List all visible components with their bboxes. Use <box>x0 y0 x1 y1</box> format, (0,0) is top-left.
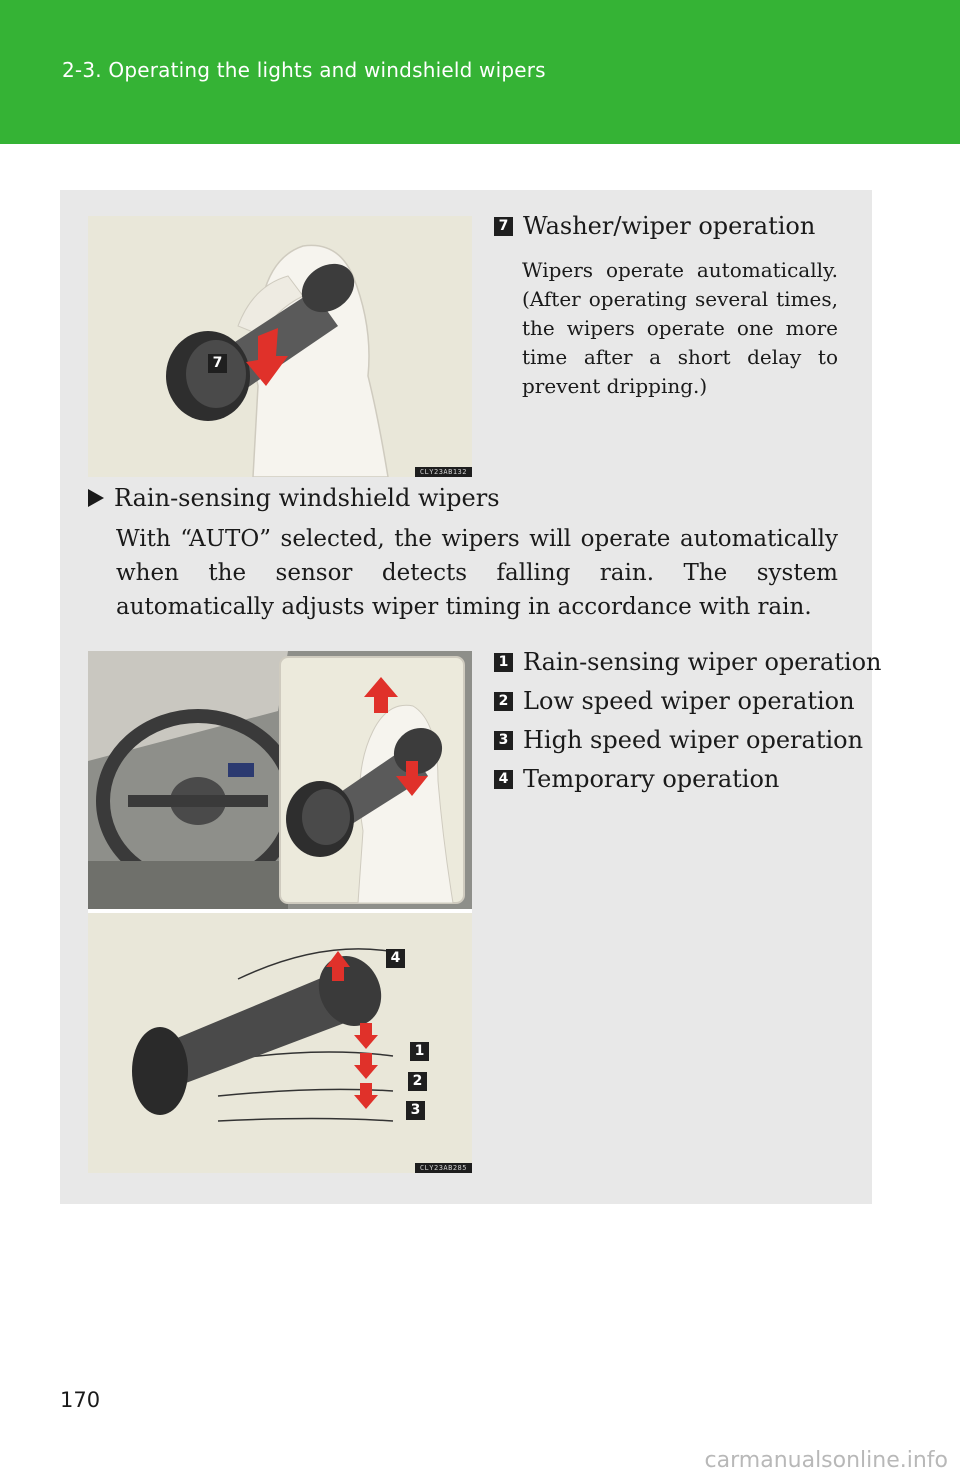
badge-7: 7 <box>494 217 513 236</box>
rain-item-2 <box>494 687 855 715</box>
rain-item-4 <box>494 765 779 793</box>
washer-lever-illustration <box>88 216 472 477</box>
rain-item-3 <box>494 726 863 754</box>
page-number: 170 <box>60 1388 101 1412</box>
rain-item-1 <box>494 648 882 676</box>
rain-sensing-heading <box>88 484 500 512</box>
rain-sensing-figure <box>88 651 472 1173</box>
bullet-arrow-icon <box>88 489 104 507</box>
figure-badge-7: 7 <box>208 354 227 373</box>
rain-item-label: High speed wiper operation <box>523 726 864 754</box>
rain-item-label: Low speed wiper operation <box>523 687 855 715</box>
rain-sensing-title: Rain-sensing windshield wipers <box>114 484 500 512</box>
washer-title-row <box>494 212 815 240</box>
section-title: 2-3. Operating the lights and windshield wipers <box>62 58 546 82</box>
badge-1: 1 <box>494 653 513 672</box>
badge-4: 4 <box>494 770 513 789</box>
figure-badge-1: 1 <box>410 1042 429 1061</box>
figure-badge-3: 3 <box>406 1101 425 1120</box>
rain-item-label: Rain-sensing wiper operation <box>523 648 882 676</box>
figure-badge-2: 2 <box>408 1072 427 1091</box>
washer-title: Washer/wiper operation <box>523 212 816 240</box>
figure-badge-4: 4 <box>386 949 405 968</box>
figure-code: CLY23AB285 <box>415 1163 472 1173</box>
badge-3: 3 <box>494 731 513 750</box>
page-header <box>0 0 960 144</box>
figure-code: CLY23AB132 <box>415 467 472 477</box>
badge-2: 2 <box>494 692 513 711</box>
rain-item-label: Temporary operation <box>523 765 780 793</box>
watermark: carmanualsonline.info <box>704 1448 948 1473</box>
rain-sensing-body: With “AUTO” selected, the wipers will operate automatically when the sensor detects falling rain. The system automatically adjusts wiper timing in accordance with rain. <box>116 526 838 620</box>
washer-description: Wipers operate automatically. (After operating several times, the wipers operate one more time after a short delay to prevent dripping.) <box>522 258 838 398</box>
washer-wiper-figure <box>88 216 472 477</box>
rain-sensing-illustration <box>88 651 472 1173</box>
